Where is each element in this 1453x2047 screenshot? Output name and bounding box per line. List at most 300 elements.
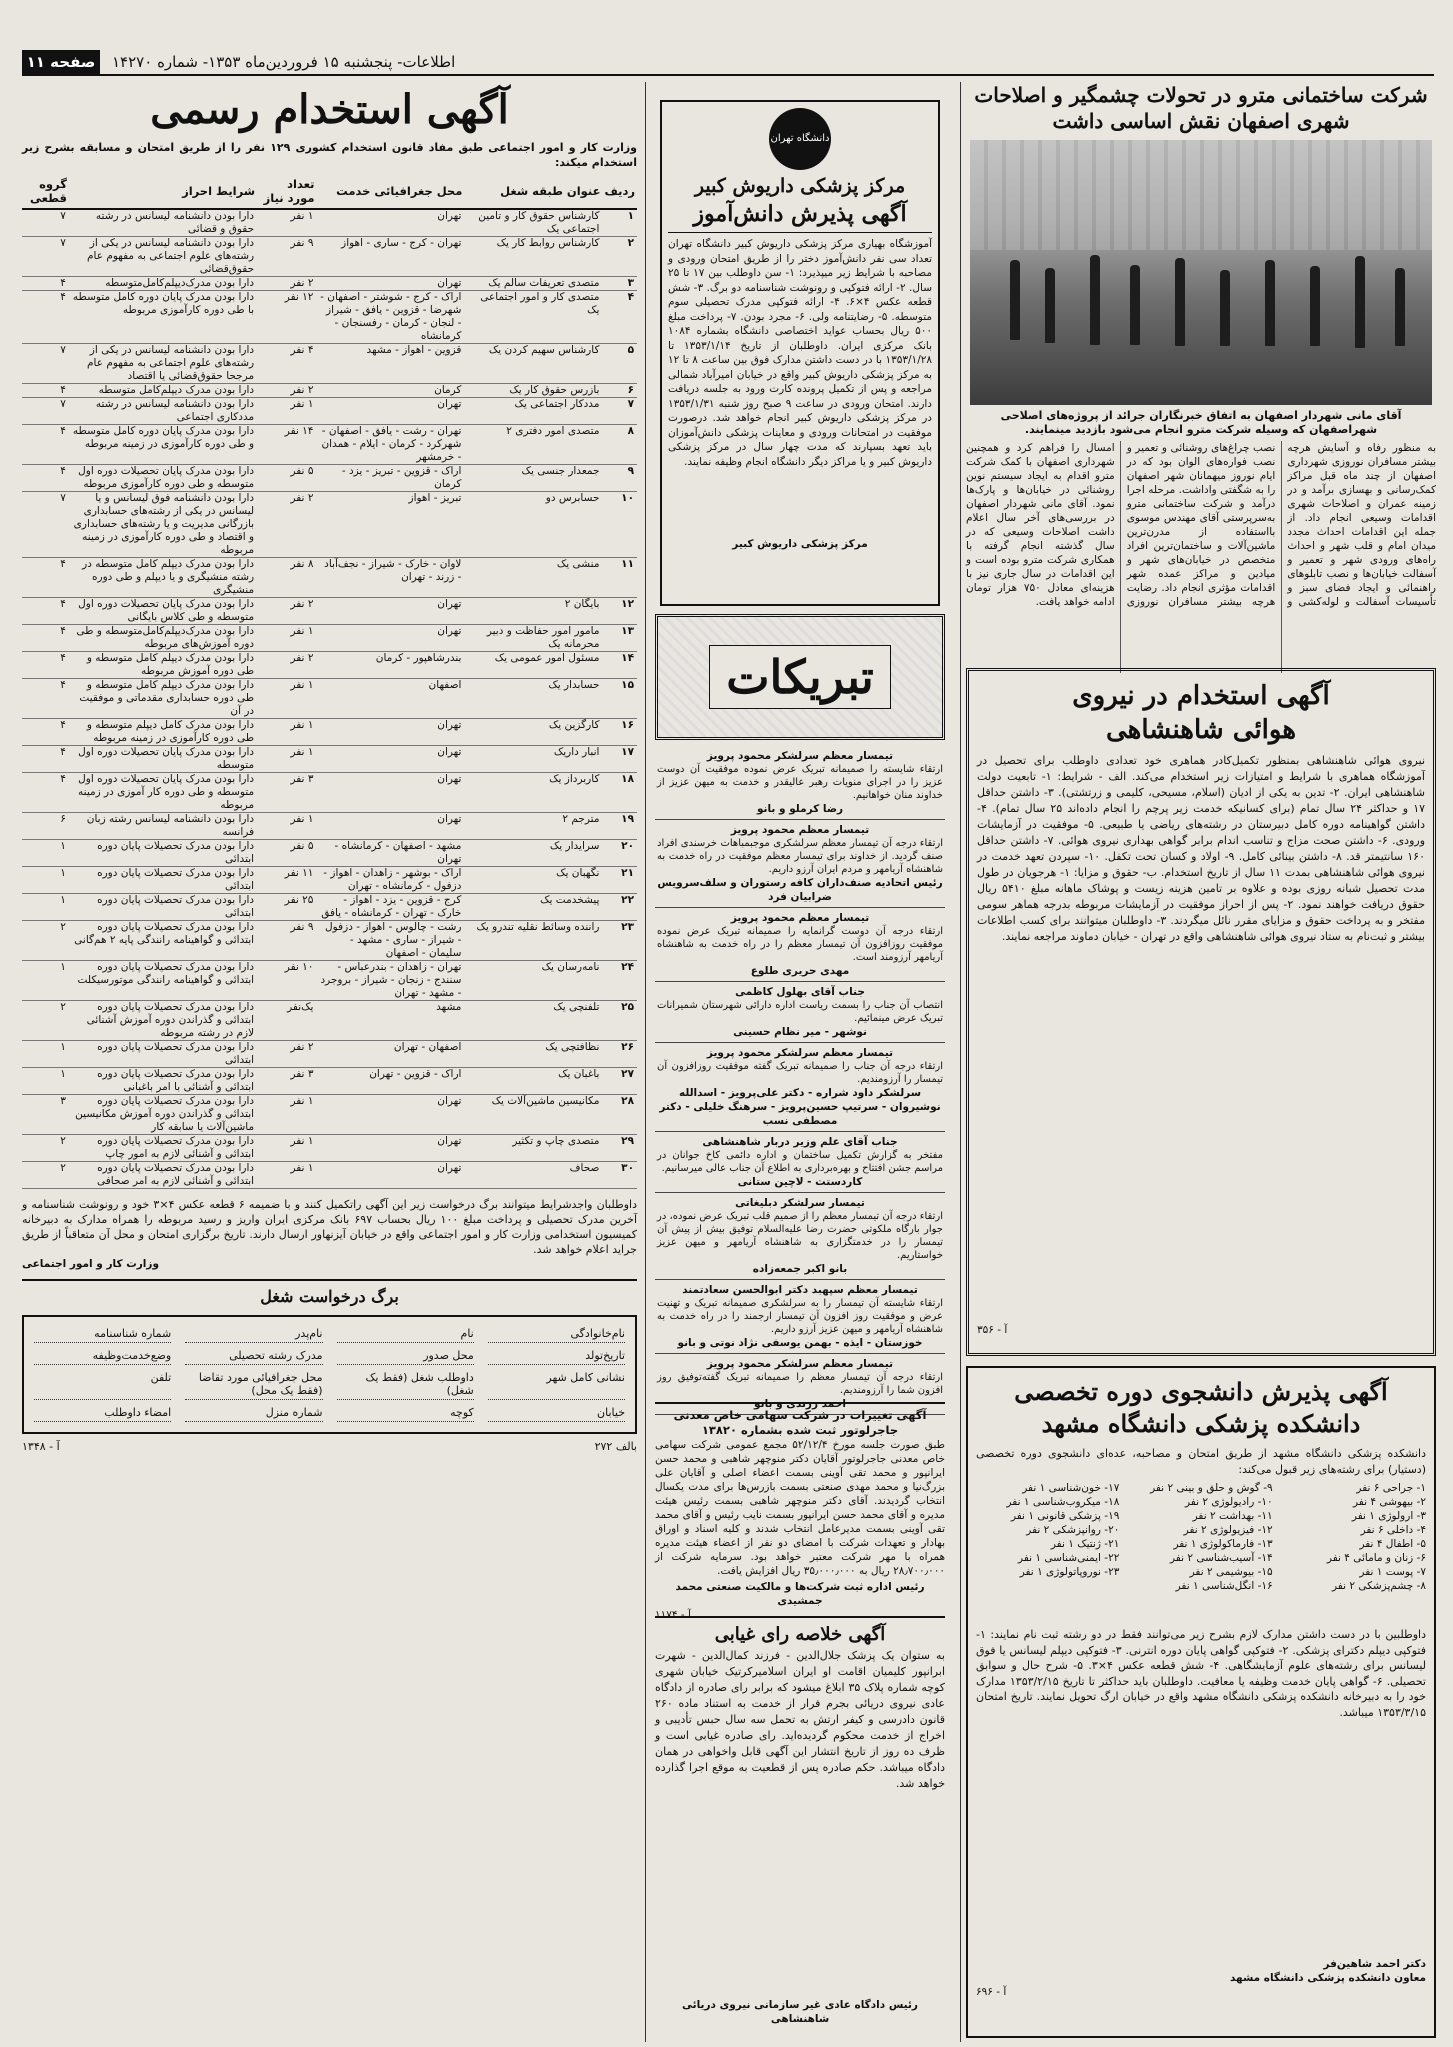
table-cell: ۵ نفر [257, 840, 316, 867]
table-row [22, 773, 637, 813]
table-header-cell: عنوان طبقه شغل [464, 174, 602, 209]
registration-body: طبق صورت جلسه مورخ ۵۲/۱۲/۴ مجمع عمومی شرکت سهامی خاص معدنی جاجرلوتور آقایان دکتر منوچهر شاهبی و محمد حسن ایرانپور و محمد تقی آوینی بسمت اعضاء اصلی و آقایان علی بزرگ‌نیا و محمد مهدی صنعتی بسمت بازرس‌ها برای مدت یکسال انتخاب گردیدند. آقای دکتر منوچهر شاهبی بسمت رئیس هیئت مدیره و آقای محمد حسن ایرانپور بسمت نایب رئیس و آقای محمد تقی آوینی بسمت مدیرعامل انتخاب شدند و کلیه اسناد و اوراق بهادار و تعهدات شرکت با امضای دو نفر از اعضاء هیئت مدیره همراه با مهر شرکت معتبر خواهد بود. سرمایه شرکت از ۲۸٫۷۰۰٫۰۰۰ ریال به ۳۵٫۰۰۰٫۰۰۰ ریال افزایش یافت. [655, 1439, 945, 1577]
column-rule [960, 82, 961, 2042]
metro-headline-1: شرکت ساختمانی مترو در تحولات چشمگیر و اصلاحات [974, 83, 1428, 107]
photo-figure [1130, 265, 1140, 345]
form-field-label: نام [337, 1327, 474, 1343]
table-cell: رشت - چالوس - اهواز - دزفول - شیراز - ساری - مشهد - سلیمان - اصفهان [316, 921, 464, 961]
congrats-text: ارتقاء درجه آن جناب را صمیمانه تبریک گفته موفقیت روزافزون آن تیمسار را آرزومندیم. [657, 1061, 943, 1085]
table-cell: دارا بودن دانشنامه لیسانس در یکی از رشته‌های علوم اجتماعی به مفهوم عام حقوق‌قضائی [69, 237, 257, 277]
table-cell: ۴ [602, 291, 637, 344]
congrats-signature: خوزستان - ایذه - بهمن یوسفی نژاد نوتی و بانو [677, 1337, 923, 1349]
mashhad-ad [966, 1366, 1436, 2038]
table-cell: دارا بودن مدرک دیپلم کامل متوسطه و طی دوره آموزش مربوطه [69, 652, 257, 679]
specialty-item: ۱۲- فیزیولوژی ۲ نفر [1183, 1524, 1273, 1536]
table-cell: بندرشاهپور - کرمان [316, 652, 464, 679]
photo-figure [1010, 260, 1020, 340]
registration-code: آ - ۱۱۷۴ [655, 1609, 691, 1621]
specialty-item: ۳- ارولوژی ۱ نفر [1351, 1510, 1426, 1522]
table-cell: ۴ [22, 746, 69, 773]
table-cell: حسابرس دو [464, 492, 602, 558]
table-cell: ۱۱ [602, 558, 637, 598]
congratulations-list [655, 746, 945, 1415]
official-intro: وزارت کار و امور اجتماعی طبق مفاد قانون استخدام کشوری ۱۲۹ نفر را از طریق امتحان و مسابقه بشرح زیر استخدام میکند: [22, 141, 638, 169]
table-cell: کارشناس روابط کار یک [464, 237, 602, 277]
darioush-title-2: آگهی پذیرش دانش‌آموز [668, 199, 932, 233]
table-cell: دارا بودن دانشنامه لیسانس در یکی از رشته‌های علوم اجتماعی به مفهوم عام مرجحا حقوق‌قضائی یا اقتصاد [69, 344, 257, 384]
form-field-label: کوچه [337, 1406, 474, 1422]
specialty-item: ۲۰- روانپزشکی ۲ نفر [1026, 1524, 1120, 1536]
table-cell: نامه‌رسان یک [464, 961, 602, 1001]
photo-figure [1265, 260, 1275, 346]
specialty-item: ۲۳- نوروپاتولوژی ۱ نفر [1019, 1566, 1120, 1578]
table-cell: تهران [316, 773, 464, 813]
congrats-signature: رضا کرملو و بانو [756, 803, 844, 815]
congrats-text: مفتخر به گزارش تکمیل ساختمان و اداره دائمی کاخ جوانان در مراسم جشن افتتاح و بهره‌برداری به اطلاع آن جناب عالی میرسانیم. [657, 1150, 943, 1174]
table-cell: دارا بودن مدرک تحصیلات پایان دوره ابتدائی [69, 1041, 257, 1068]
table-cell: ۴ [22, 465, 69, 492]
form-code-left: آ - ۱۳۴۸ [22, 1440, 60, 1453]
table-cell: نگهبان یک [464, 867, 602, 894]
table-header-row [22, 174, 637, 209]
table-cell: مشهد [316, 1001, 464, 1041]
table-cell: ۱ نفر [257, 679, 316, 719]
table-cell: ۲۸ [602, 1095, 637, 1135]
form-field-label: تاریخ‌تولد [488, 1349, 625, 1365]
form-field-label: نام‌پدر [185, 1327, 322, 1343]
application-form [22, 1279, 637, 1453]
specialty-item: ۲۱- ژنتیک ۱ نفر [1050, 1538, 1120, 1550]
dateline: اطلاعات- پنجشنبه ۱۵ فروردین‌ماه ۱۳۵۳- شماره ۱۴۲۷۰ [112, 53, 456, 71]
table-cell: مشهد - اصفهان - کرمانشاه - تهران [316, 840, 464, 867]
specialty-item: ۱۳- فارماکولوژی ۱ نفر [1173, 1538, 1273, 1550]
darioush-body: آموزشگاه بهیاری مرکز پزشکی داریوش کبیر دانشگاه تهران تعداد سی نفر دانش‌آموز دختر را از طریق امتحان ورودی و مصاحبه با شرایط زیر میپذیرد: ۱- سن داوطلب بین ۱۷ تا ۲۵ سال. ۲- ارائه فتوکپی و رونوشت شناسنامه دو برگ. ۳- شش قطعه عکس ۴×۶. ۴- ارائه فتوکپی مدرک تحصیلی سوم متوسطه. ۵- رضایتنامه ولی. ۶- مجرد بودن. ۷- پرداخت مبلغ ۵۰۰ ریال بحساب عواید اختصاصی دانشگاه بشماره ۱۰۸۴ بانک مرکزی ایران. داوطلبان از تاریخ ۱۳۵۳/۱/۱۴ تا ۱۳۵۳/۱/۲۸ با در دست داشتن مدارک فوق بین ساعت ۸ تا ۱۲ به مرکز پزشکی داریوش کبیر واقع در خیابان امیرآباد شمالی مراجعه و پس از تکمیل پرونده کارت ورود به جلسه دریافت دارند. امتحان ورودی در ساعت ۹ صبح روز شنبه ۱۳۵۳/۱/۳۱ در مرکز پزشکی داریوش کبیر انجام خواهد شد. درصورت موفقیت در امتحانات ورودی و معاینات پزشکی دانش‌آموزان باید تعهد بسپارند که مدت چهار سال در مرکز پزشکی داریوش کبیر و یا مراکز دیگر دانشگاه انجام وظیفه نمایند. [668, 238, 933, 468]
table-cell: ۱۴ نفر [257, 425, 316, 465]
table-cell: دارا بودن مدرک پایان تحصیلات دوره اول متوسطه و طی کلاس بایگانی [69, 598, 257, 625]
table-cell: ۲ [22, 1162, 69, 1189]
table-cell: ۱ [22, 1041, 69, 1068]
table-cell: بایگان ۲ [464, 598, 602, 625]
table-row [22, 679, 637, 719]
table-cell: ۱ [22, 961, 69, 1001]
metro-article [966, 82, 1436, 662]
congrats-item [655, 1280, 945, 1354]
table-cell: ۱۳ [602, 625, 637, 652]
table-cell: ۲۶ [602, 1041, 637, 1068]
registration-title: آگهی تغییرات در شرکت سهامی خاص معدنی جاجرلوتور ثبت شده بشماره ۱۳۸۲۰ [673, 1408, 927, 1437]
table-cell: ۲۳ [602, 921, 637, 961]
table-cell: دارا بودن مدرک تحصیلات پایان دوره ابتدائی [69, 894, 257, 921]
table-cell: ۱۲ نفر [257, 291, 316, 344]
form-title: برگ درخواست شغل [260, 1287, 399, 1306]
congrats-heading: تیمسار معظم سرلشکر محمود پرویز [706, 1358, 894, 1370]
airforce-ad [966, 668, 1436, 1356]
specialty-item: ۱۱- بهداشت ۲ نفر [1192, 1510, 1273, 1522]
table-row [22, 840, 637, 867]
table-cell: کارشناس سهیم کردن یک [464, 344, 602, 384]
congrats-signature: سرلشکر داود شراره - دکتر علی‌پرویز - اسدالله نوشیروان - سرتیپ حسین‌پرویز - سرهنگ خلیلی - دکتر مصطفی نسب [659, 1087, 941, 1127]
table-row [22, 921, 637, 961]
table-cell: مددکار اجتماعی یک [464, 398, 602, 425]
table-cell: ۷ [22, 344, 69, 384]
table-row [22, 1162, 637, 1189]
table-cell: کرمان [316, 384, 464, 398]
congrats-text: ارتقاء درجه آن تیمسار معظم را از صمیم قلب تبریک عرض نموده، در جوار بارگاه ملکوتی حضرت رضا علیه‌السلام توفیق بیش از پیش آن تیمسار را در خدمتگزاری به شاهنشاه آریامهر و میهن عزیز خواستاریم. [657, 1211, 943, 1261]
table-cell: ۴ [22, 425, 69, 465]
absentee-body: به ستوان یک پزشک جلال‌الدین - فرزند کمال‌الدین - شهرت ابرانپور کلیمیان اقامت او ایران اسلامیرکرتیک خیابان شهری کوچه شماره پلاک ۳۵ ابلاغ میشود که برابر رای صادره از دادگاه عادی نیروی دریائی بجرم فرار از خدمت به استناد ماده ۲۶۰ قانون دادرسی و کیفر ارتش به تحمل سه سال حبس تأدیبی و اخراج از خدمت محکوم گردیده‌اید. رای صادره غیابی است و ظرف ده روز از تاریخ انتشار این آگهی قابل واخواهی در همان دادگاه میباشد. حکم صادره پس از قطعیت به موقع اجرا گذارده خواهد شد. [655, 1649, 945, 1790]
registration-signature: رئیس اداره ثبت شرکت‌ها و مالکیت صنعتی محمد جمشیدی [675, 1581, 925, 1607]
table-row [22, 492, 637, 558]
table-cell: تبریز - اهواز [316, 492, 464, 558]
form-field-label: نشانی کامل شهر [488, 1371, 625, 1400]
table-header-cell: محل جغرافیائی خدمت [316, 174, 464, 209]
photo-figure [1395, 268, 1405, 346]
table-cell: ۲ نفر [257, 384, 316, 398]
table-cell: تهران - رشت - یافق - اصفهان - شهرکرد - کرمان - ایلام - همدان - خرمشهر [316, 425, 464, 465]
table-cell: مترجم ۲ [464, 813, 602, 840]
table-row [22, 894, 637, 921]
table-cell: دارا بودن مدرک تحصیلات پایان دوره ابتدائی و آشنائی لازم به امور چاپ [69, 1135, 257, 1162]
table-row [22, 237, 637, 277]
table-cell: قزوین - اهواز - مشهد [316, 344, 464, 384]
form-field-label: شماره منزل [185, 1406, 322, 1422]
table-cell: ۲ [22, 921, 69, 961]
column-rule [645, 82, 646, 2042]
table-row [22, 625, 637, 652]
table-cell: ۱۶ [602, 719, 637, 746]
table-cell: تهران [316, 1095, 464, 1135]
table-row [22, 558, 637, 598]
table-cell: دارا بودن مدرک پایان دوره کامل متوسطه و طی دوره کارآموزی در زمینه مربوطه [69, 425, 257, 465]
table-cell: ۱ نفر [257, 813, 316, 840]
absentee-signature: رئیس دادگاه عادی غیر سازمانی نیروی دریائی شاهنشاهی [682, 1999, 918, 2025]
page-header [22, 50, 1434, 76]
specialty-item: ۱- جراحی ۶ نفر [1356, 1482, 1426, 1494]
form-field-label: شماره شناسنامه [34, 1327, 171, 1343]
table-cell: مامور امور حفاظت و دبیر محرمانه یک [464, 625, 602, 652]
photo-figure [1355, 256, 1365, 348]
table-cell: ۱ نفر [257, 398, 316, 425]
table-cell: ۴ [22, 277, 69, 291]
table-cell: ۷ [602, 398, 637, 425]
mashhad-code: آ - ۶۹۶ [976, 1986, 1007, 1998]
table-row [22, 384, 637, 398]
table-cell: جمعدار جنسی یک [464, 465, 602, 492]
table-cell: ۲ [602, 237, 637, 277]
table-cell: دارا بودن مدرک دیپلم‌کامل متوسطه [69, 384, 257, 398]
table-cell: ۴ نفر [257, 344, 316, 384]
table-header-cell: گروه قطعی [22, 174, 69, 209]
table-cell: تهران [316, 277, 464, 291]
congrats-heading: جناب آقای علم وزیر دربار شاهنشاهی [702, 1136, 898, 1148]
table-cell: ۴ [22, 773, 69, 813]
table-cell: ۲ [22, 1135, 69, 1162]
congrats-text: ارتقاء درجه آن دوست گرانمایه را صمیمانه تبریک عرض نموده موفقیت روزافزون آن تیمسار معظم را در راه خدمت به شاهنشاه آریامهر آرزومند است. [657, 926, 943, 963]
table-cell: دارا بودن مدرک پایان تحصیلات دوره اول متوسطه و طی دوره کارآموزی مربوطه [69, 465, 257, 492]
table-cell: دارا بودن مدرک پایان تحصیلات دوره اول متوسطه [69, 746, 257, 773]
table-cell: ۳ [22, 1095, 69, 1135]
form-field-label: محل جغرافیائی مورد تقاضا (فقط یک محل) [185, 1371, 322, 1400]
table-cell: کارشناس حقوق کار و تامین اجتماعی یک [464, 209, 602, 237]
absentee-verdict [655, 1616, 945, 2040]
photo-figure [1220, 270, 1230, 346]
table-cell: ۲ نفر [257, 652, 316, 679]
table-cell: تهران [316, 1135, 464, 1162]
table-cell: دارا بودن مدرک تحصیلات پایان دوره ابتدائی [69, 840, 257, 867]
table-row [22, 1135, 637, 1162]
table-cell: دارا بودن مدرک تحصیلات پایان دوره ابتدائی و گواهینامه رانندگی موتورسیکلت [69, 961, 257, 1001]
table-row [22, 652, 637, 679]
table-cell: تهران - کرج - ساری - اهواز [316, 237, 464, 277]
congrats-text: ارتقاء درجه آن تیمسار معظم سرلشکری موجبمباهات خرسندی افراد صنف گردید. از خداوند برای تیمسار معظم موفقیت در راه خدمت به شاهنشاه آریامهر و مردم ایران آرزو داریم. [657, 838, 943, 875]
table-cell: ۹ نفر [257, 237, 316, 277]
form-fields [34, 1327, 625, 1422]
table-cell: ۲۹ [602, 1135, 637, 1162]
table-cell: اراک - کرج - شوشتر - اصفهان - شهرضا - قزوین - یافق - شیراز - لنجان - کرمان - رفسنجان - کرمانشاه [316, 291, 464, 344]
table-cell: ۱ [22, 894, 69, 921]
table-row [22, 746, 637, 773]
specialty-item: ۱۰- رادیولوژی ۲ نفر [1184, 1496, 1273, 1508]
table-cell: نظافتچی یک [464, 1041, 602, 1068]
table-cell: تهران [316, 1162, 464, 1189]
airforce-title-2: هوائی شاهنشاهی [1105, 715, 1297, 745]
table-cell: ۴ [22, 291, 69, 344]
table-cell: ۱ [602, 209, 637, 237]
table-cell: ۴ [22, 598, 69, 625]
table-cell: ۳ [602, 277, 637, 291]
congrats-heading: تیمسار معظم محمود پرویز [730, 824, 870, 836]
table-cell: متصدی چاپ و تکثیر [464, 1135, 602, 1162]
table-row [22, 813, 637, 840]
photo-figure [1175, 258, 1185, 346]
table-cell: ۲۵ نفر [257, 894, 316, 921]
table-row [22, 209, 637, 237]
congratulations-title: تبریکات [709, 645, 891, 709]
congrats-text: ارتقاء شایسته را صمیمانه تبریک عرض نموده موفقیت آن دوست عزیز را در اجرای منویات رهبر عالیقدر و خدمت به میهن عزیز از خداوند منان خواهانیم. [657, 764, 943, 801]
table-cell: دارا بودن مدرک پایان دوره کامل متوسطه با طی دوره کارآموزی مربوطه [69, 291, 257, 344]
table-cell: ۵ [602, 344, 637, 384]
table-cell: کرج - قزوین - یزد - اهواز - خارک - تهران - کرمانشاه - یافق [316, 894, 464, 921]
table-cell: تهران [316, 719, 464, 746]
table-cell: مکانیسین ماشین‌آلات یک [464, 1095, 602, 1135]
table-cell: تهران [316, 746, 464, 773]
congrats-text: ارتقاء شایسته آن تیمسار را به سرلشکری صمیمانه تبریک و تهنیت عرض و موفقیت روز افزون آن تیمسار ارجمند را در راه خدمت به شاهنشاه آریامهر و میهن عزیز آرزو داریم. [657, 1298, 943, 1335]
table-cell: دارا بودن مدرک تحصیلات پایان دوره ابتدائی و آشنائی با امر باغبانی [69, 1068, 257, 1095]
table-cell: باغبان یک [464, 1068, 602, 1095]
table-cell: دارا بودن مدرک‌دیپلم‌کامل‌متوسطه و طی دوره آموزش‌های مربوطه [69, 625, 257, 652]
table-cell: ۱ [22, 867, 69, 894]
table-cell: ۱ نفر [257, 625, 316, 652]
table-row [22, 425, 637, 465]
table-cell: ۱۸ [602, 773, 637, 813]
table-cell: ۱ نفر [257, 719, 316, 746]
table-cell: اصفهان [316, 679, 464, 719]
table-cell: متصدی امور دفتری ۲ [464, 425, 602, 465]
darioush-title-1: مرکز پزشکی داریوش کبیر [694, 175, 906, 197]
table-cell: ۷ [22, 237, 69, 277]
darioush-ad [660, 100, 940, 606]
table-cell: ۶ [22, 813, 69, 840]
metro-photo [970, 140, 1432, 405]
table-cell: دارا بودن مدرک تحصیلات پایان دوره ابتدائی و گذراندن دوره آموزش آشنائی لازم در رشته مربوطه [69, 1001, 257, 1041]
table-cell: ۲ نفر [257, 492, 316, 558]
table-cell: ۱۹ [602, 813, 637, 840]
congrats-item [655, 908, 945, 982]
table-cell: ۲۱ [602, 867, 637, 894]
official-footnote: داوطلبان واجدشرایط میتوانند برگ درخواست زیر این آگهی راتکمیل کنند و با ضمیمه ۶ قطعه عکس ۴×۳ خود و رونوشت شناسنامه و آخرین مدرک تحصیلی و پرداخت مبلغ ۱۰۰ ریال بحساب ۶۹۷ بانک مرکزی ایران واریز و رسید مربوطه را همراه مدارک به دبیرخانه کمیسیون استخدامی وزارت کار و امور اجتماعی واقع در خیابان آیزنهاور ارسال دارند. تاریخ برگزاری امتحان و محل آن متعاقباً از طریق جراید اعلام خواهد شد. [22, 1198, 638, 1256]
table-row [22, 598, 637, 625]
specialty-item: ۱۶- انگل‌شناسی ۱ نفر [1175, 1580, 1273, 1592]
table-row [22, 867, 637, 894]
table-cell: ۴ [22, 679, 69, 719]
congrats-heading: تیمسار سرلشکر دبلیغاتی [735, 1197, 865, 1209]
table-cell: ۲ نفر [257, 1041, 316, 1068]
table-cell: انبار داریک [464, 746, 602, 773]
table-cell: ۲ [22, 1001, 69, 1041]
congrats-signature: بانو اکبر جمعه‌زاده [752, 1263, 848, 1275]
table-cell: ۲۲ [602, 894, 637, 921]
form-field-label: وضع‌خدمت‌وظیفه [34, 1349, 171, 1365]
photo-buildings [970, 140, 1432, 250]
specialty-item: ۸- چشم‌پزشکی ۲ نفر [1331, 1580, 1426, 1592]
congrats-text: ارتقاء درجه آن تیمسار معظم را صمیمانه تبریک گفته‌توفیق روز افزون شما را آرزومندیم. [657, 1372, 943, 1396]
official-employment-ad [22, 82, 637, 2042]
form-codes [22, 1440, 637, 1453]
table-row [22, 291, 637, 344]
specialty-item: ۱۵- بیوشیمی ۲ نفر [1189, 1566, 1273, 1578]
table-cell: متصدی کار و امور اجتماعی یک [464, 291, 602, 344]
table-header-cell: ردیف [602, 174, 637, 209]
congrats-signature: نوشهر - میر نظام حسینی [733, 1026, 867, 1038]
table-cell: دارا بودن دانشنامه لیسانس در رشته مددکاری اجتماعی [69, 398, 257, 425]
congrats-text: انتصاب آن جناب را بسمت ریاست اداره دارائی شهرستان شمیرانات تبریک عرض مینمائیم. [657, 1000, 943, 1024]
table-cell: ۸ نفر [257, 558, 316, 598]
table-cell: ۳ نفر [257, 773, 316, 813]
specialty-item: ۱۴- آسیب‌شناسی ۲ نفر [1170, 1552, 1273, 1564]
table-cell: ۱۷ [602, 746, 637, 773]
page-number-badge: صفحه ۱۱ [22, 50, 100, 74]
table-row [22, 1095, 637, 1135]
table-cell: ۶ [602, 384, 637, 398]
darioush-signature: مرکز پزشکی داریوش کبیر [732, 538, 868, 550]
table-cell: ۲۴ [602, 961, 637, 1001]
table-cell: ۹ [602, 465, 637, 492]
table-cell: دارا بودن مدرک تحصیلات پایان دوره ابتدائی و آشنائی لازم به امر صحافی [69, 1162, 257, 1189]
airforce-title-1: آگهی استخدام در نیروی [1072, 681, 1330, 711]
specialty-item: ۷- پوست ۱ نفر [1359, 1566, 1426, 1578]
table-cell: ۸ [602, 425, 637, 465]
form-field-label: امضاء داوطلب [34, 1406, 171, 1422]
table-cell: ۴ [22, 558, 69, 598]
table-cell: دارا بودن مدرک پایان تحصیلات دوره اول متوسطه و طی دوره کار آموزی در زمینه مربوطه [69, 773, 257, 813]
official-title: آگهی استخدام رسمی [150, 86, 509, 133]
table-row [22, 277, 637, 291]
table-cell: ۱۲ [602, 598, 637, 625]
table-cell: ۳۰ [602, 1162, 637, 1189]
table-cell: دارا بودن دانشنامه لیسانس رشته زبان فرانسه [69, 813, 257, 840]
table-cell: تهران [316, 209, 464, 237]
table-cell: کاربرداز یک [464, 773, 602, 813]
specialty-item: ۹- گوش و حلق و بینی ۲ نفر [1150, 1482, 1273, 1494]
table-cell: تهران [316, 398, 464, 425]
table-cell: ۴ [22, 719, 69, 746]
table-cell: ۲ نفر [257, 277, 316, 291]
specialty-item: ۱۹- پزشکی قانونی ۱ نفر [1010, 1510, 1120, 1522]
table-cell: دارا بودن دانشنامه فوق لیسانس و یا لیسانس در یکی از رشته‌های حسابداری بازرگانی مدیریت و یا رشته‌های حسابداری و اقتصاد و طی دوره کارآموزی در زمینه مربوطه [69, 492, 257, 558]
table-cell: ۵ نفر [257, 465, 316, 492]
table-cell: بازرس حقوق کار یک [464, 384, 602, 398]
metro-body: به منظور رفاه و آسایش هرچه بیشتر مسافران نوروزی شهرداری اصفهان از چند ماه قبل مراکز کمک‌رسانی و بهسازی برآمد و در زمینه عمران و اصلاحات شهری اقدامات وسیعی انجام داد. از جمله این اقدامات احداث مجدد میدان امام و قلب شهر و احداث راه‌های ورودی شهر و تعمیر و آسفالت خیابان‌ها و نصب تابلوهای راهنمائی و ایجاد فضای سبز و تأسیسات آسفالت و لوله‌کشی و نصب چراغ‌های روشنائی و تعمیر و نصب فواره‌های الوان بود که در ایام نوروز میهمانان شهر اصفهان را به شگفتی واداشت. مرحله اجرا درآمد و شرکت ساختمانی مترو به‌سرپرستی آقای مهندس موسوی بااستفاده از مدرن‌ترین ماشین‌آلات و ساختمان‌ترین افراد متخصص در خیابان‌های شهر و میادین و مراکز عمده شهر اقدامات مؤثری انجام داد. رضایت هرچه بیشتر مسافران نوروزی امسال را فراهم کرد و همچنین شهرداری اصفهان با کمک شرکت مترو اقدام به ایجاد سیستم نوین روشنائی در خیابان‌ها و پارک‌ها نمود. آقای مانی شهردار اصفهان در بررسی‌های آخر سال اعلام داشت اصلاحات وسیعی که در سال گذشته انجام گرفته با همکاری شرکت مترو بوده است و این اقدامات در سال جاری نیز با هزینه‌ای معادل ۷۵۰ هزار تومان ادامه خواهد یافت. [966, 442, 1436, 608]
table-cell: ۷ [22, 492, 69, 558]
table-cell: تهران [316, 625, 464, 652]
congrats-item [655, 1132, 945, 1193]
table-header-cell: شرایط احراز [69, 174, 257, 209]
congrats-item [655, 982, 945, 1043]
table-body [22, 209, 637, 1189]
table-row [22, 344, 637, 384]
congrats-signature: رئیس اتحادیه صنف‌داران کافه رستوران و سلف‌سرویس ضرابیان فرد [657, 877, 943, 903]
table-row [22, 1041, 637, 1068]
table-cell: ۱ نفر [257, 1135, 316, 1162]
table-cell: دارا بودن مدرک دیپلم کامل متوسطه در رشته منشیگری و یا دیپلم و طی دوره منشیگری [69, 558, 257, 598]
table-cell: ۱۰ [602, 492, 637, 558]
form-field-label: نام‌خانوادگی [488, 1327, 625, 1343]
table-cell: دارا بودن مدرک تحصیلات پایان دوره ابتدائی [69, 867, 257, 894]
table-cell: تهران [316, 813, 464, 840]
mashhad-signatory: دکتر احمد شاهین‌فر [1323, 1958, 1426, 1970]
table-cell: اراک - بوشهر - زاهدان - اهواز - دزفول - کرمانشاه - تهران [316, 867, 464, 894]
specialty-item: ۴- داخلی ۶ نفر [1360, 1524, 1426, 1536]
photo-figure [1090, 255, 1100, 345]
table-cell: تهران - زاهدان - بندرعباس - سنندج - زنجان - شیراز - بروجرد - مشهد - تهران [316, 961, 464, 1001]
form-field-label: مدرک رشته تحصیلی [185, 1349, 322, 1365]
table-cell: ۲۵ [602, 1001, 637, 1041]
table-cell: حسابدار یک [464, 679, 602, 719]
form-field-label: تلفن [34, 1371, 171, 1400]
table-row [22, 961, 637, 1001]
specialty-list [976, 1481, 1426, 1621]
table-cell: ۱ نفر [257, 1162, 316, 1189]
specialty-item: ۱۷- خون‌شناسی ۱ نفر [1022, 1482, 1120, 1494]
congrats-item [655, 746, 945, 820]
table-cell: ۳ نفر [257, 1068, 316, 1095]
congratulations-banner [655, 614, 945, 740]
positions-table [22, 174, 637, 1189]
table-cell: دارا بودن مدرک تحصیلات پایان دوره ابتدائی و گذراندن دوره آموزش مکانیسین ماشین‌آلات یا سابقه کار [69, 1095, 257, 1135]
table-cell: یک‌نفر [257, 1001, 316, 1041]
mashhad-title-2: دانشکده پزشکی دانشگاه مشهد [1041, 1409, 1361, 1438]
congratulations-section [655, 614, 945, 1410]
table-cell: ۱ [22, 1068, 69, 1095]
table-cell: ۷ [22, 209, 69, 237]
congrats-heading: جناب آقای بهلول کاظمی [735, 986, 865, 998]
mashhad-signatory-title: معاون دانشکده پزشکی دانشگاه مشهد [1229, 1972, 1426, 1984]
congrats-signature: کاردستت - لاچین ستانی [737, 1176, 863, 1188]
mashhad-title-1: آگهی پذیرش دانشجوی دوره تخصصی [1014, 1377, 1388, 1406]
mashhad-body: داوطلبین با در دست داشتن مدارک لازم بشرح زیر می‌توانند فقط در دو رشته ثبت نام نمایند: ۱- فتوکپی دیپلم دکترای پزشکی. ۲- فتوکپی گواهی پایان دوره انترنی. ۳- فتوکپی دیپلم لیسانس یا فوق لیسانس برای رشته‌های علوم آزمایشگاهی. ۴- شش قطعه عکس ۴×۳. ۵- شرح حال و سوابق تحصیلی. ۶- گواهی پایان خدمت وظیفه یا معافیت. داوطلبان باید حداکثر تا تاریخ ۱۳۵۳/۲/۱۵ مدارک خود را به دبیرخانه دانشکده پزشکی دانشگاه مشهد واقع در خیابان ارگ تحویل نمایند. تاریخ امتحان ۱۳۵۳/۳/۱۵ میباشد. [976, 1628, 1426, 1719]
table-cell: ۴ [22, 652, 69, 679]
table-cell: ۱۵ [602, 679, 637, 719]
table-cell: راننده وسائط نقلیه تندرو یک [464, 921, 602, 961]
table-cell: دارا بودن مدرک‌دیپلم‌کامل‌متوسطه [69, 277, 257, 291]
table-cell: متصدی تعریفات سالم یک [464, 277, 602, 291]
photo-figure [1310, 266, 1320, 346]
congrats-heading: تیمسار معظم محمود پرویز [730, 912, 870, 924]
table-cell: کارگزین یک [464, 719, 602, 746]
airforce-body: نیروی هوائی شاهنشاهی بمنظور تکمیل‌کادر هماهری خود تعدادی داوطلب برای تحصیل در آموزشگاه هماهری با شرایط و امتیازات زیر استخدام می‌کند. الف - شرایط: ۱- تابعیت دولت شاهنشاهی ایران. ۲- تدین به یکی از ادیان (اسلام، مسیحی، کلیمی و زرتشتی). ۳- داشتن حداقل ۱۷ و حداکثر ۲۴ سال تمام (برای کسانیکه خدمت زیر پرچم را انجام داده‌اند ۲۵ سال تمام). ۴- داشتن گواهینامه دوره کامل دبیرستان در رشته‌های ریاضی یا طبیعی. ۵- موفقیت در آزمایشات ورودی. ۶- داشتن صحت مزاج و تناسب اندام برابر گواهی بهداری نیروی هوائی. ۷- داشتن حداقل ۱۶۰ سانتیمتر قد. ۸- داشتن بینائی کامل. ۹- اولاد و کسان تحت تکفل. ۱۰- سپردن تعهد خدمت در نیروی هوائی شاهنشاهی بمدت ۱۱ سال از تاریخ استخدام. ب- حقوق و مزایا: ۱- هرجویان در طول مدت تحصیل شبانه روزی بوده و علاوه بر تامین هزینه زیست و پوشاک ماهانه مبلغ ۵۴۱۰ ریال حقوق دریافت خواهند نمود. ۲- پس از احراز موفقیت در آزمایشات مربوطه بدرجه هماهر سومی مفتخر و به پرداخت حقوق و مزایای مقرر نائل میگردند. ۳- داوطلبان میتوانند برای کسب اطلاعات بیشتر و ثبت‌نام به ستاد نیروی هوائی شاهنشاهی واقع در تهران - خیابان دماوند مراجعه نمایند. [977, 754, 1426, 943]
registration-notice [655, 1402, 945, 1621]
table-row [22, 398, 637, 425]
